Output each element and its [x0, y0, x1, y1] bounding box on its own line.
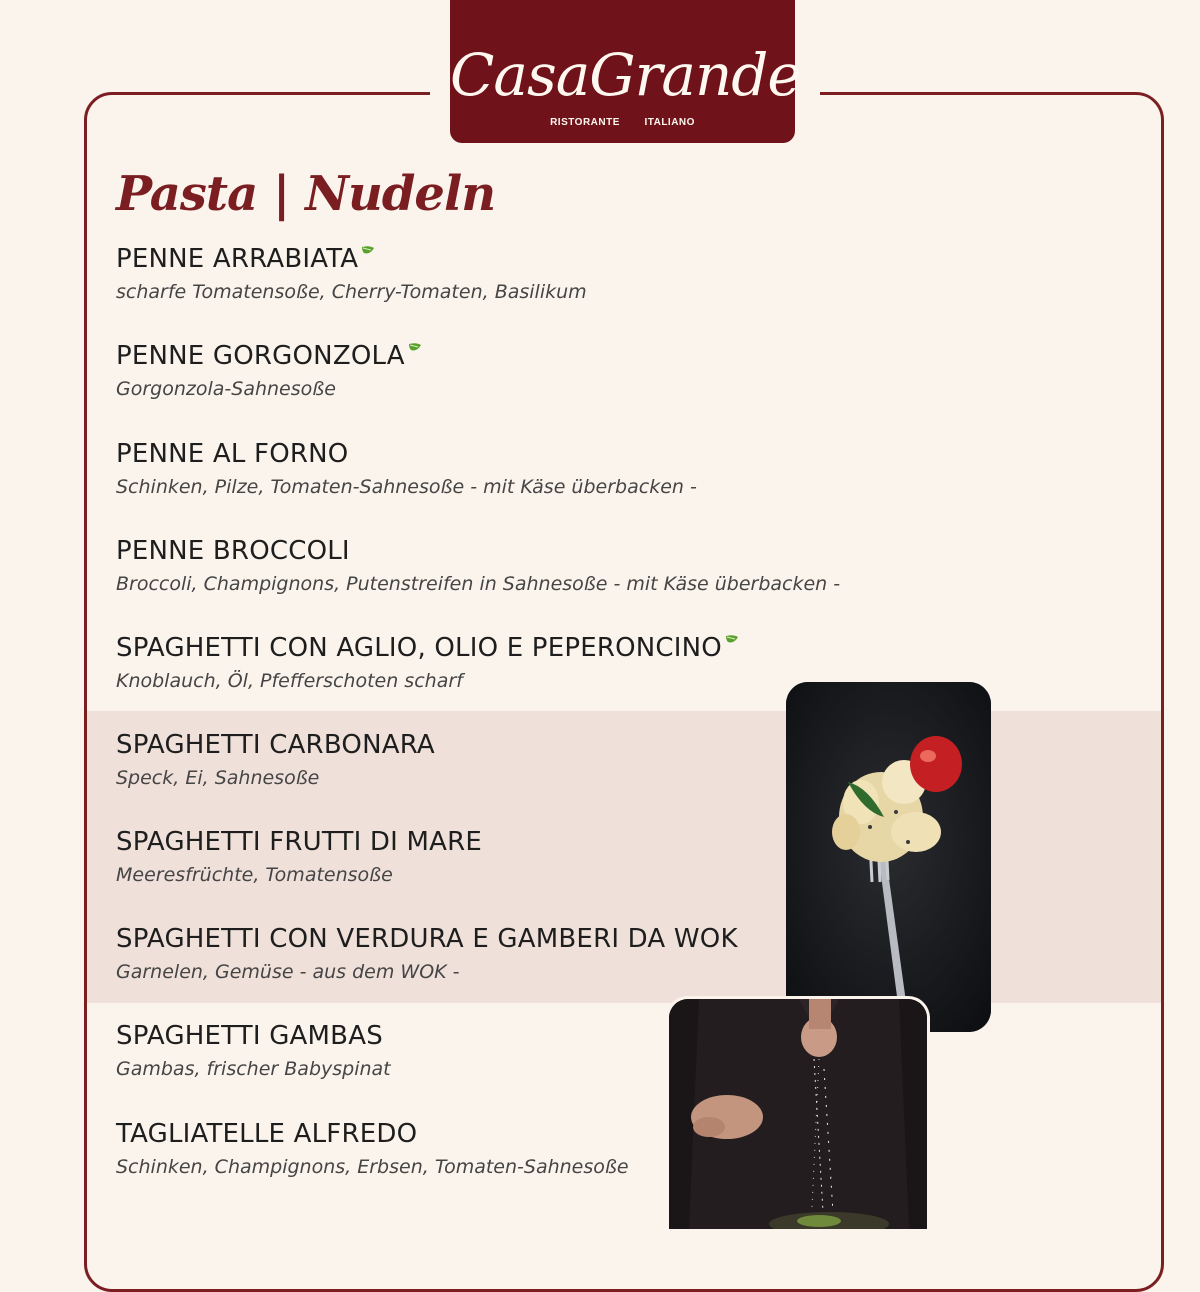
menu-item [116, 633, 740, 692]
menu-item-description: Broccoli, Champignons, Putenstreifen in Sahnesoße - mit Käse überbacken - [116, 573, 841, 595]
menu-item-description: Schinken, Champignons, Erbsen, Tomaten-Sahnesoße [116, 1156, 629, 1178]
pasta-fork-photo [786, 682, 991, 1032]
menu-item-name: SPAGHETTI GAMBAS [116, 1021, 383, 1051]
menu-item-description: Meeresfrüchte, Tomatensoße [116, 864, 393, 886]
chef-seasoning-photo [666, 996, 930, 1229]
menu-item [116, 341, 423, 400]
brand-subtitle-right: ITALIANO [644, 117, 695, 128]
menu-item-description: Gorgonzola-Sahnesoße [116, 378, 336, 400]
menu-item-name: SPAGHETTI CARBONARA [116, 730, 435, 760]
menu-item-name: TAGLIATELLE ALFREDO [116, 1119, 418, 1149]
menu-item-name: SPAGHETTI FRUTTI DI MARE [116, 827, 482, 857]
menu-item [116, 244, 587, 303]
menu-item [116, 924, 738, 983]
menu-item-name: SPAGHETTI CON AGLIO, OLIO E PEPERONCINO [116, 633, 722, 663]
brand-subtitle-left: RISTORANTE [550, 117, 620, 128]
brand-subtitle [450, 117, 795, 128]
menu-item-description: Garnelen, Gemüse - aus dem WOK - [116, 961, 460, 983]
menu-item-name: PENNE BROCCOLI [116, 536, 350, 566]
menu-item-name: PENNE ARRABIATA [116, 244, 359, 274]
vegetarian-leaf-icon [724, 633, 740, 647]
menu-item-description: Gambas, frischer Babyspinat [116, 1058, 391, 1080]
vegetarian-leaf-icon [407, 341, 423, 355]
menu-item-description: scharfe Tomatensoße, Cherry-Tomaten, Basilikum [116, 281, 587, 303]
vegetarian-leaf-icon [360, 244, 376, 258]
menu-item-description: Knoblauch, Öl, Pfefferschoten scharf [116, 670, 463, 692]
menu-item-name: SPAGHETTI CON VERDURA E GAMBERI DA WOK [116, 924, 738, 954]
brand-name: CasaGrande [450, 41, 801, 109]
menu-item [116, 1021, 391, 1080]
section-title: Pasta | Nudeln [116, 166, 496, 222]
menu-item-name: PENNE GORGONZOLA [116, 341, 405, 371]
brand-logo [450, 0, 801, 143]
menu-item [116, 1119, 629, 1178]
menu-item-description: Speck, Ei, Sahnesoße [116, 767, 320, 789]
menu-item-name: PENNE AL FORNO [116, 439, 349, 469]
menu-item [116, 827, 482, 886]
menu-item [116, 536, 840, 595]
menu-item-description: Schinken, Pilze, Tomaten-Sahnesoße - mit Käse überbacken - [116, 476, 697, 498]
menu-item [116, 730, 435, 789]
menu-item [116, 439, 697, 498]
